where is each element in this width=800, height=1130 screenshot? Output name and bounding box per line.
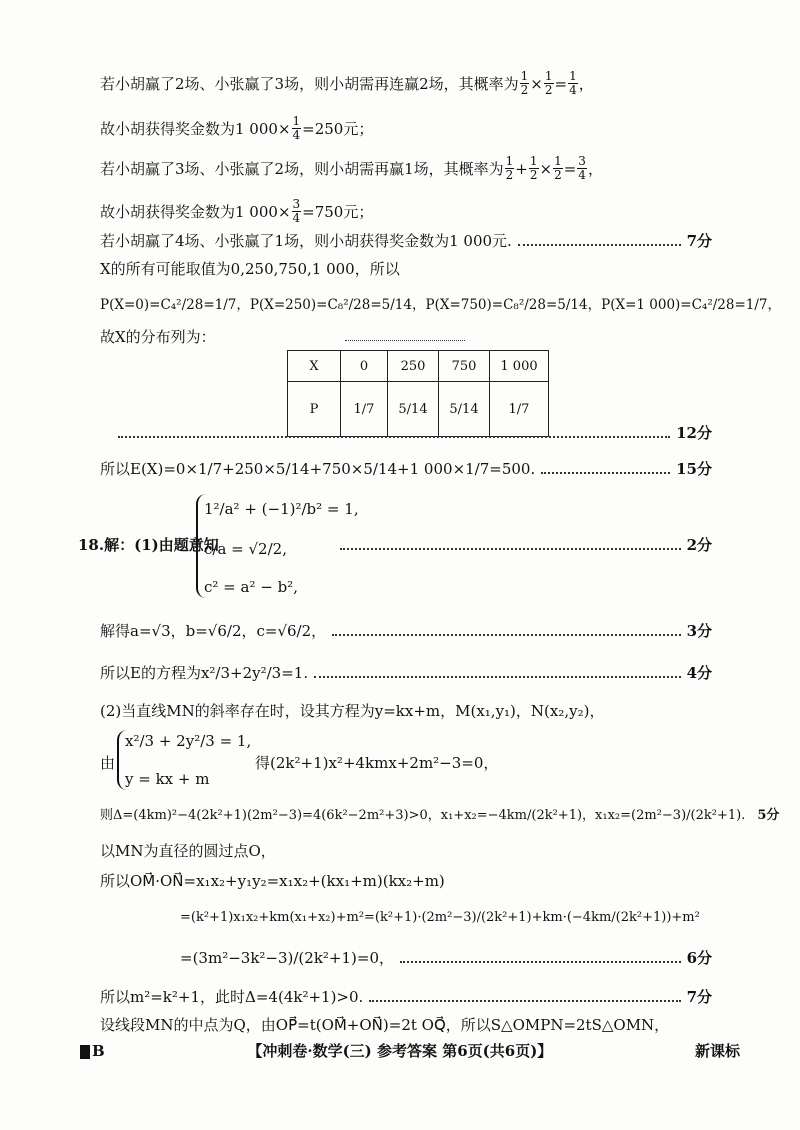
dot-leader bbox=[340, 548, 681, 550]
dot-leader bbox=[400, 961, 681, 963]
footer-left: B bbox=[80, 1042, 105, 1060]
fraction: $\frac{1}{4}$ bbox=[292, 114, 301, 142]
table-cell: 750 bbox=[439, 351, 490, 382]
footer-right: 新课标 bbox=[694, 1042, 740, 1060]
table-cell: 5/14 bbox=[439, 382, 490, 437]
table-cell: P bbox=[288, 382, 341, 437]
dot-leader bbox=[314, 676, 680, 678]
dot-leader bbox=[541, 472, 670, 474]
fraction: $\frac{1}{2}$ bbox=[505, 154, 514, 182]
table-cell: 0 bbox=[341, 351, 388, 382]
table-cell: X bbox=[288, 351, 341, 382]
expectation-line: 所以E(X)=0×1/7+250×5/14+750×5/14+1 000×1/7=500. 15分 bbox=[100, 460, 712, 478]
dot-leader bbox=[118, 436, 670, 438]
text-line-16: 以MN为直径的圆过点O， bbox=[100, 842, 276, 860]
text-line-12: 所以E的方程为x²/3+2y²/3=1. 4分 bbox=[100, 664, 712, 682]
text-line-8: 故X的分布列为： bbox=[100, 328, 216, 346]
dotted-rule bbox=[345, 340, 465, 341]
fraction: $\frac{1}{2}$ bbox=[554, 154, 562, 182]
fraction: $\frac{1}{2}$ bbox=[544, 69, 553, 97]
text-line-18: =(k²+1)x₁x₂+km(x₁+x₂)+m²=(k²+1)·(2m²−3)/(2k²+1)+km·(−4km/(2k²+1))+m² bbox=[180, 910, 700, 925]
fraction: $\frac{3}{4}$ bbox=[578, 154, 586, 182]
fraction: $\frac{3}{4}$ bbox=[292, 197, 301, 225]
text-line-15: 则Δ=(4km)²−4(2k²+1)(2m²−3)=4(6k²−2m²+3)>0，x₁+x₂=−4km/(2k²+1)，x₁x₂=(2m²−3)/(2k²+1). 5分 bbox=[100, 808, 780, 823]
table-cell: 1/7 bbox=[490, 382, 549, 437]
text-line-14: 由 得(2k²+1)x²+4kmx+2m²−3=0， bbox=[100, 754, 499, 772]
text-line-13: (2)当直线MN的斜率存在时，设其方程为y=kx+m，M(x₁,y₁)，N(x₂,y₂)， bbox=[100, 702, 605, 720]
dot-leader bbox=[332, 634, 680, 636]
text-line-4: 故小胡获得奖金数为1 000× $\frac{3}{4}$ =750元； bbox=[100, 197, 374, 225]
page-marker-icon bbox=[80, 1045, 90, 1059]
score-line-12: 12分 bbox=[118, 420, 712, 446]
text-line-19: =(3m²−3k²−3)/(2k²+1)=0， 6分 bbox=[180, 949, 712, 967]
table-cell: 1/7 bbox=[341, 382, 388, 437]
table-row bbox=[288, 351, 549, 382]
footer-center: 【冲刺卷·数学(三) 参考答案 第6页(共6页)】 bbox=[247, 1042, 553, 1060]
q18-line: 18.解：(1)由题意知 2分 bbox=[78, 536, 712, 554]
dot-leader bbox=[369, 1000, 680, 1002]
score-label: 7分 bbox=[686, 232, 712, 250]
text-line-1: 若小胡赢了2场、小张赢了3场，则小胡需再连赢2场，其概率为 $\frac{1}{2}$ × $\frac{1}{2}$ = $\frac{1}{4}$ ， bbox=[100, 69, 594, 97]
table-cell: 250 bbox=[388, 351, 439, 382]
answer-page: 若小胡赢了2场、小张赢了3场，则小胡需再连赢2场，其概率为 $\frac{1}{2}$ × $\frac{1}{2}$ = $\frac{1}{4}$ ， 故小胡获得奖金数为1 000× $\frac{1}{4}$ =250元； 若小胡赢了3场、小张赢了2场，则小胡需再赢1场，其概率为 $\frac{1}{2}$ + $\frac{1}{2}$ × $\frac{1}{2}$ = $\frac{3}{4}$ ， 故小胡获得奖金数为1 000× $\frac{3}{4}$ =750元； 若小胡赢了4场、小张赢了1场，则小胡获得奖金数为1 000元. 7分 X的所有可能取值为0,250,750,1 000，所以 P(X=0)=C₄²/28=1/7，P(X=250)=C₈²/28=5/14，P(X=750)=C₈²/28=5/14，P(X=1 000)=C₄²/28=1/7， 故X的分布列为： X 0 250 750 1 000 P 1/7 5/14 5/14 1/7 12分 所以E(X)=0×1/7+250×5/14+750×5/14+1 000×1/7=500. 15分 18.解：(1)由题意知 2分 1²/a² + (−1)²/b² = 1, c/a = √2/2, c² = a² − b², 解得a=√3，b=√6/2，c=√6/2， 3分 所以E的方程为x²/3+2y²/3=1. 4分 (2)当直线MN的斜率存在时，设其方程为y=kx+m，M(x₁,y₁)，N(x₂,y₂)， 由 得(2k²+1)x²+4kmx+2m²−3=0， x²/3 + 2y²/3 = 1, y = kx + m 则Δ=(4km)²−4(2k²+1)(2m²−3)=4(6k²−2m²+3)>0，x₁+x₂=−4km/(2k²+1)，x₁x₂=(2m²−3)/(2k²+1). 5分 以MN为直径的圆过点O， 所以OM⃗·ON⃗=x₁x₂+y₁y₂=x₁x₂+(kx₁+m)(kx₂+m) =(k²+1)x₁x₂+km(x₁+x₂)+m²=(k²+1)·(2m²−3)/(2k²+1)+km·(−4km/(2k²+1))+m² =(3m²−3k²−3)/(2k²+1)=0， 6分 所以m²=k²+1，此时Δ=4(4k²+1)>0. 7分 设线段MN的中点为Q，由OP⃗=t(OM⃗+ON⃗)=2t OQ⃗，所以S△OMPN=2tS△OMN， B 【冲刺卷·数学(三) 参考答案 第6页(共6页)】 新课标 bbox=[78, 69, 782, 1060]
text-line-6: X的所有可能取值为0,250,750,1 000，所以 bbox=[100, 260, 400, 278]
page-footer bbox=[80, 1040, 740, 1061]
text-line-20: 所以m²=k²+1，此时Δ=4(4k²+1)>0. 7分 bbox=[100, 988, 712, 1006]
line-1-text: 若小胡赢了2场、小张赢了3场，则小胡需再连赢2场，其概率为 bbox=[100, 74, 519, 93]
probability-line: P(X=0)=C₄²/28=1/7，P(X=250)=C₈²/28=5/14，P(X=750)=C₈²/28=5/14，P(X=1 000)=C₄²/28=1/7， bbox=[100, 297, 782, 313]
fraction: $\frac{1}{4}$ bbox=[569, 69, 577, 97]
text-line-5: 若小胡赢了4场、小张赢了1场，则小胡获得奖金数为1 000元. 7分 bbox=[100, 228, 712, 254]
table-cell: 5/14 bbox=[388, 382, 439, 437]
table-cell: 1 000 bbox=[490, 351, 549, 382]
text-line-17: 所以OM⃗·ON⃗=x₁x₂+y₁y₂=x₁x₂+(kx₁+m)(kx₂+m) bbox=[100, 872, 445, 890]
fraction: $\frac{1}{2}$ bbox=[520, 69, 529, 97]
text-line-21: 设线段MN的中点为Q，由OP⃗=t(OM⃗+ON⃗)=2t OQ⃗，所以S△OMPN=2tS△OMN， bbox=[100, 1016, 670, 1034]
text-line-11: 解得a=√3，b=√6/2，c=√6/2， 3分 bbox=[100, 622, 712, 640]
dot-leader bbox=[518, 244, 681, 246]
fraction: $\frac{1}{2}$ bbox=[529, 154, 538, 182]
text-line-3: 若小胡赢了3场、小张赢了2场，则小胡需再赢1场，其概率为 $\frac{1}{2}$ + $\frac{1}{2}$ × $\frac{1}{2}$ = $\frac{3}{4}$ ， bbox=[100, 154, 603, 182]
text-line-2: 故小胡获得奖金数为1 000× $\frac{1}{4}$ =250元； bbox=[100, 114, 374, 142]
